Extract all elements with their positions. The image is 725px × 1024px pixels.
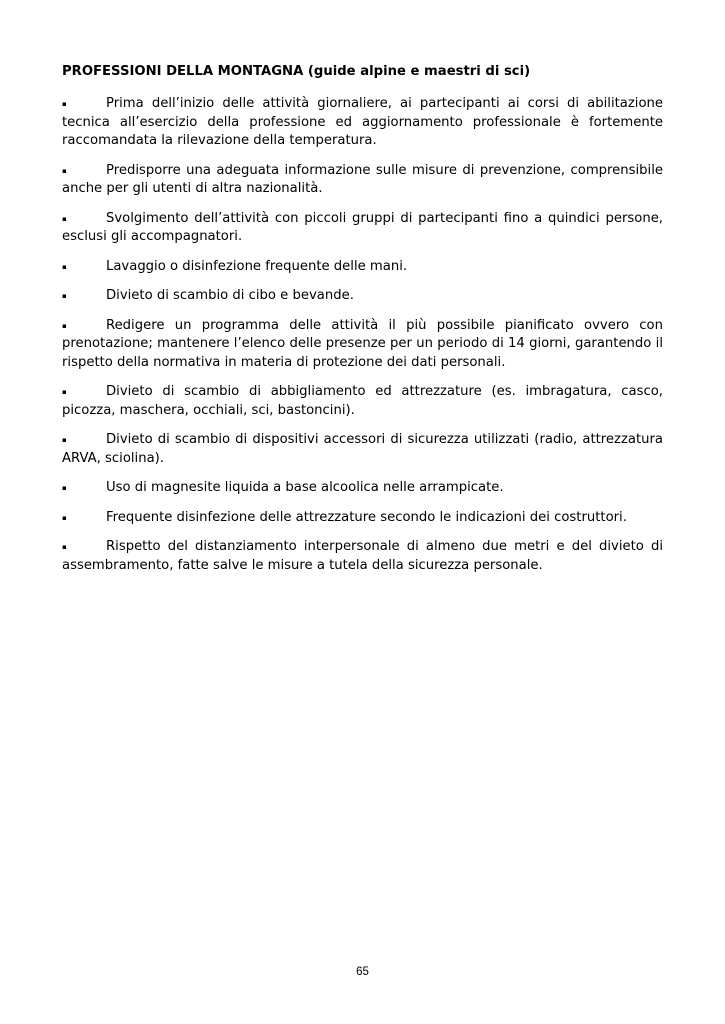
list-item	[62, 95, 663, 151]
bullet-icon: ▪	[62, 484, 67, 492]
bullet-icon: ▪	[62, 100, 67, 108]
bullet-icon: ▪	[62, 321, 67, 330]
list-item-text: Divieto di scambio di cibo e bevande.	[106, 288, 354, 303]
list-item-text: Predisporre una adeguata informazione sulle misure di prevenzione, comprensibile anche per gli utenti di altra nazionalità.	[62, 162, 663, 196]
list-item-text: Divieto di scambio di dispositivi accessori di sicurezza utilizzati (radio, attrezzatura ARVA, sciolina).	[62, 432, 663, 466]
bullet-icon: ▪	[62, 513, 67, 522]
list-item-text: Divieto di scambio di abbigliamento ed attrezzature (es. imbragatura, casco, picozza, maschera, occhiali, sci, bastoncini).	[62, 384, 663, 418]
bullet-icon: ▪	[62, 292, 67, 300]
guidelines-list	[62, 95, 663, 575]
list-item	[62, 210, 663, 247]
list-item-text: Rispetto del distanziamento interpersonale di almeno due metri e del divieto di assembramento, fatte salve le misure a tutela della sicurezza personale.	[62, 539, 663, 573]
bullet-icon: ▪	[62, 166, 67, 175]
list-item	[62, 479, 663, 498]
list-item-text: Uso di magnesite liquida a base alcoolica nelle arrampicate.	[106, 480, 504, 495]
section-heading: PROFESSIONI DELLA MONTAGNA (guide alpine e maestri di sci)	[62, 64, 531, 79]
list-item	[62, 287, 663, 306]
bullet-icon: ▪	[62, 214, 67, 223]
bullet-icon: ▪	[62, 388, 67, 396]
list-item	[62, 509, 663, 528]
list-item	[62, 162, 663, 199]
list-item	[62, 431, 663, 468]
page-content	[62, 63, 663, 586]
bullet-icon: ▪	[62, 436, 67, 444]
list-item-text: Svolgimento dell’attività con piccoli gruppi di partecipanti fino a quindici persone, esclusi gli accompagnatori.	[62, 210, 663, 244]
list-item-text: Redigere un programma delle attività il più possibile pianificato ovvero con prenotazione; mantenere l’elenco delle presenze per un periodo di 14 giorni, garantendo il rispetto della normativa in materia di protezione dei dati personali.	[62, 317, 663, 370]
bullet-icon: ▪	[62, 543, 67, 551]
list-item-text: Prima dell’inizio delle attività giornaliere, ai partecipanti ai corsi di abilitazione tecnica all’esercizio della professione ed aggiornamento professionale è fortemente raccomandata la rilevazione della temperatura.	[62, 96, 663, 148]
bullet-icon: ▪	[62, 262, 67, 271]
page-number: 65	[356, 966, 369, 978]
list-item	[62, 317, 663, 373]
list-item	[62, 258, 663, 277]
list-item	[62, 383, 663, 420]
list-item-text: Frequente disinfezione delle attrezzature secondo le indicazioni dei costruttori.	[106, 509, 627, 525]
list-item-text: Lavaggio o disinfezione frequente delle mani.	[106, 258, 408, 274]
list-item	[62, 538, 663, 575]
